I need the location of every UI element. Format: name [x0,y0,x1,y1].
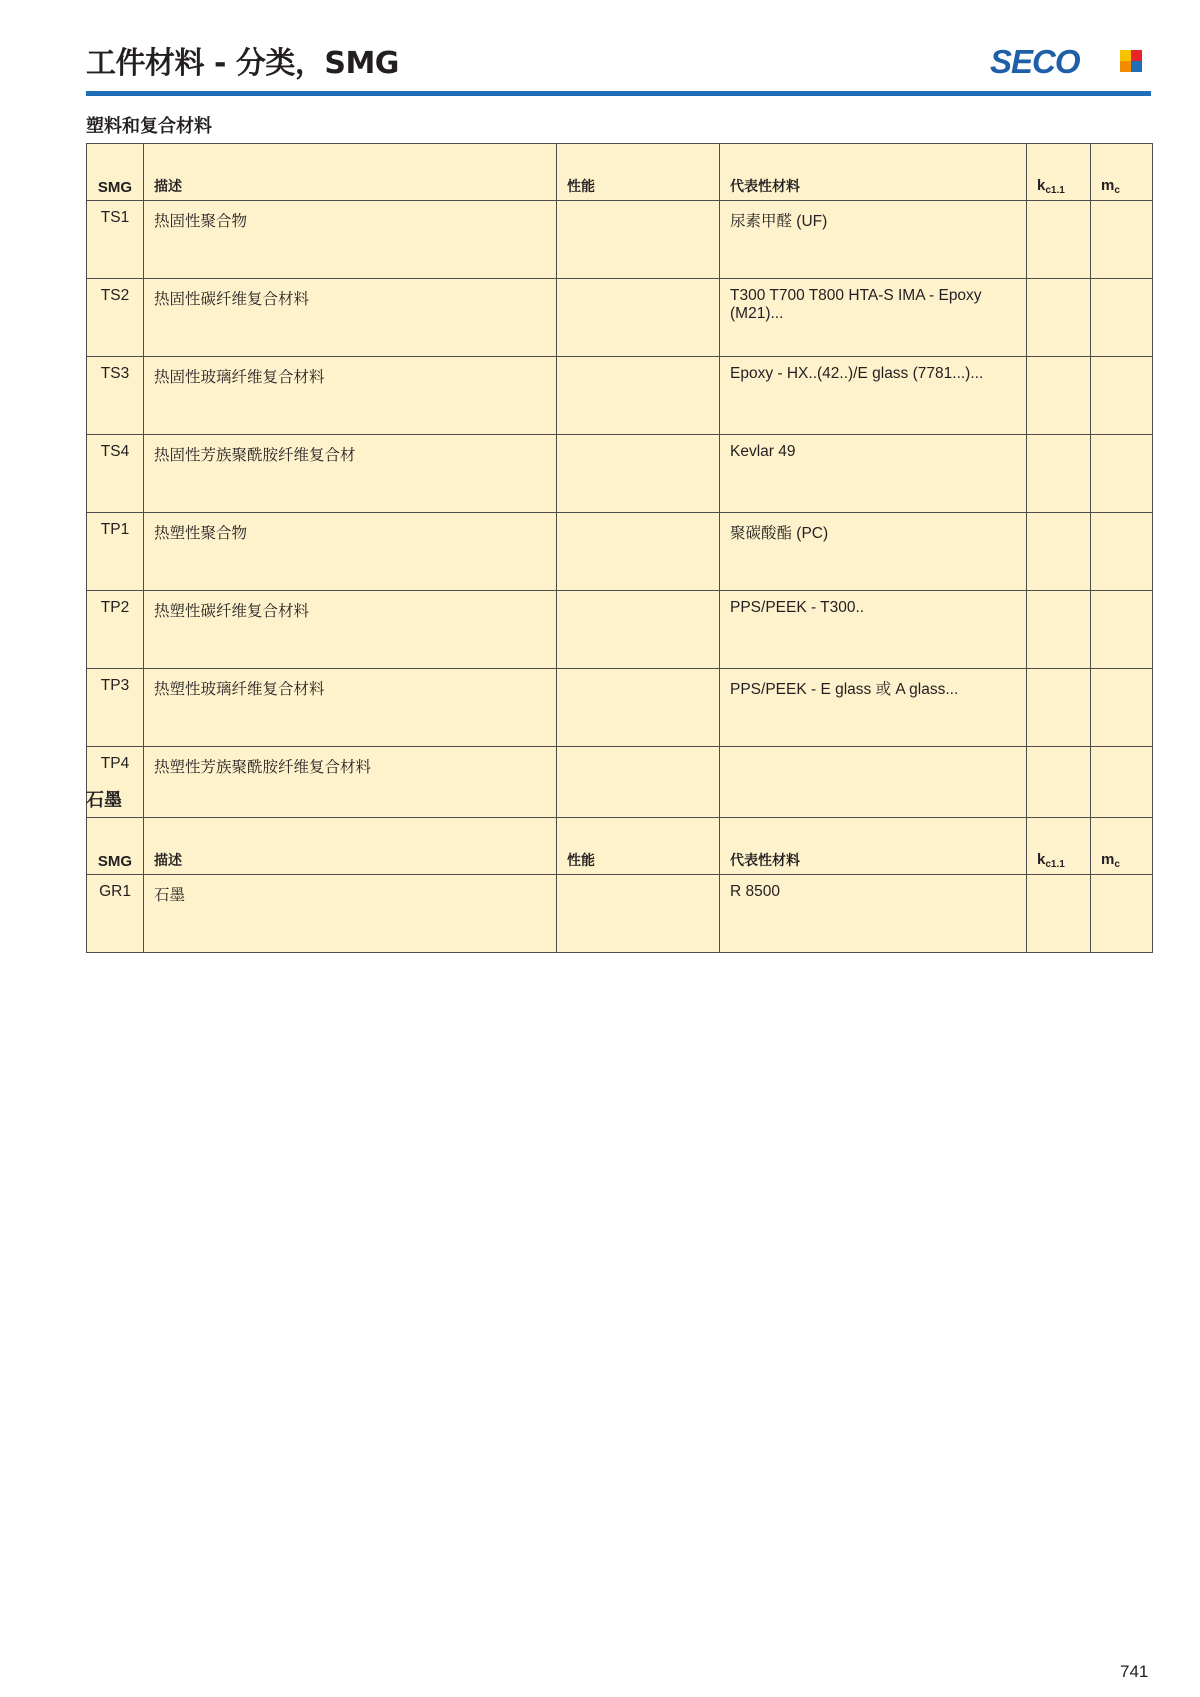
cell-smg: TS3 [87,357,144,435]
header-rule [86,91,1151,96]
cell-description: 热固性碳纤维复合材料 [144,279,557,357]
table-row [87,435,1153,513]
col-header-description: 描述 [144,818,557,875]
cell-mc [1091,747,1153,825]
table-row [87,513,1153,591]
table-row [87,279,1153,357]
col-header-representative: 代表性材料 [720,144,1027,201]
seco-logo [990,44,1150,80]
col-header-mc: $m_c$ [1091,144,1153,201]
col-header-smg: SMG [87,144,144,201]
section-heading-plastics: 塑料和复合材料 [86,116,212,137]
cell-performance [557,279,720,357]
cell-kc [1027,513,1091,591]
cell-representative [720,747,1027,825]
col-header-performance: 性能 [557,144,720,201]
table-header-row [87,818,1153,875]
cell-performance [557,591,720,669]
cell-mc [1091,201,1153,279]
cell-smg: TP3 [87,669,144,747]
cell-kc [1027,875,1091,953]
cell-representative: 聚碳酸酯 (PC) [720,513,1027,591]
table-row [87,875,1153,953]
cell-smg: TS1 [87,201,144,279]
col-header-kc: $k_{c1.1}$ [1027,144,1091,201]
table-row [87,591,1153,669]
cell-performance [557,357,720,435]
cell-representative: R 8500 [720,875,1027,953]
cell-performance [557,201,720,279]
table-row [87,669,1153,747]
logo-square-orange [1120,61,1131,72]
cell-performance [557,747,720,825]
cell-performance [557,435,720,513]
col-header-kc: $k_{c1.1}$ [1027,818,1091,875]
cell-mc [1091,875,1153,953]
page-title: 工件材料 - 分类，SMG [86,46,399,81]
cell-representative: Kevlar 49 [720,435,1027,513]
cell-performance [557,669,720,747]
cell-kc [1027,591,1091,669]
cell-representative: PPS/PEEK - E glass 或 A glass... [720,669,1027,747]
table-header-row [87,144,1153,201]
cell-description: 热塑性玻璃纤维复合材料 [144,669,557,747]
cell-smg: TP4 [87,747,144,825]
cell-mc [1091,279,1153,357]
cell-description: 热塑性芳族聚酰胺纤维复合材料 [144,747,557,825]
cell-mc [1091,435,1153,513]
cell-representative: 尿素甲醛 (UF) [720,201,1027,279]
cell-description: 热固性芳族聚酰胺纤维复合材 [144,435,557,513]
graphite-table [86,817,1153,953]
table-row [87,747,1153,825]
page-number: 741 [1120,1662,1149,1681]
cell-mc [1091,591,1153,669]
cell-kc [1027,669,1091,747]
cell-mc [1091,513,1153,591]
cell-representative: Epoxy - HX..(42..)/E glass (7781...)... [720,357,1027,435]
seco-logo-mark-icon [1120,50,1142,72]
cell-description: 热塑性聚合物 [144,513,557,591]
section-heading-graphite: 石墨 [86,790,122,811]
cell-kc [1027,435,1091,513]
table-row [87,201,1153,279]
cell-performance [557,513,720,591]
col-header-representative: 代表性材料 [720,818,1027,875]
col-header-smg: SMG [87,818,144,875]
col-header-description: 描述 [144,144,557,201]
cell-smg: TP1 [87,513,144,591]
logo-square-yellow [1120,50,1131,61]
cell-kc [1027,279,1091,357]
logo-square-blue [1131,61,1142,72]
cell-description: 热固性聚合物 [144,201,557,279]
cell-representative: T300 T700 T800 HTA-S IMA - Epoxy (M21)... [720,279,1027,357]
cell-description: 热固性玻璃纤维复合材料 [144,357,557,435]
cell-mc [1091,669,1153,747]
cell-representative: PPS/PEEK - T300.. [720,591,1027,669]
cell-smg: TS2 [87,279,144,357]
col-header-mc: $m_c$ [1091,818,1153,875]
cell-kc [1027,201,1091,279]
plastics-composites-table [86,143,1153,825]
cell-kc [1027,357,1091,435]
cell-description: 热塑性碳纤维复合材料 [144,591,557,669]
col-header-performance: 性能 [557,818,720,875]
logo-square-red [1131,50,1142,61]
cell-smg: GR1 [87,875,144,953]
cell-kc [1027,747,1091,825]
table-row [87,357,1153,435]
cell-mc [1091,357,1153,435]
cell-performance [557,875,720,953]
cell-smg: TS4 [87,435,144,513]
cell-smg: TP2 [87,591,144,669]
seco-logo-text: SECO [990,43,1080,80]
cell-description: 石墨 [144,875,557,953]
